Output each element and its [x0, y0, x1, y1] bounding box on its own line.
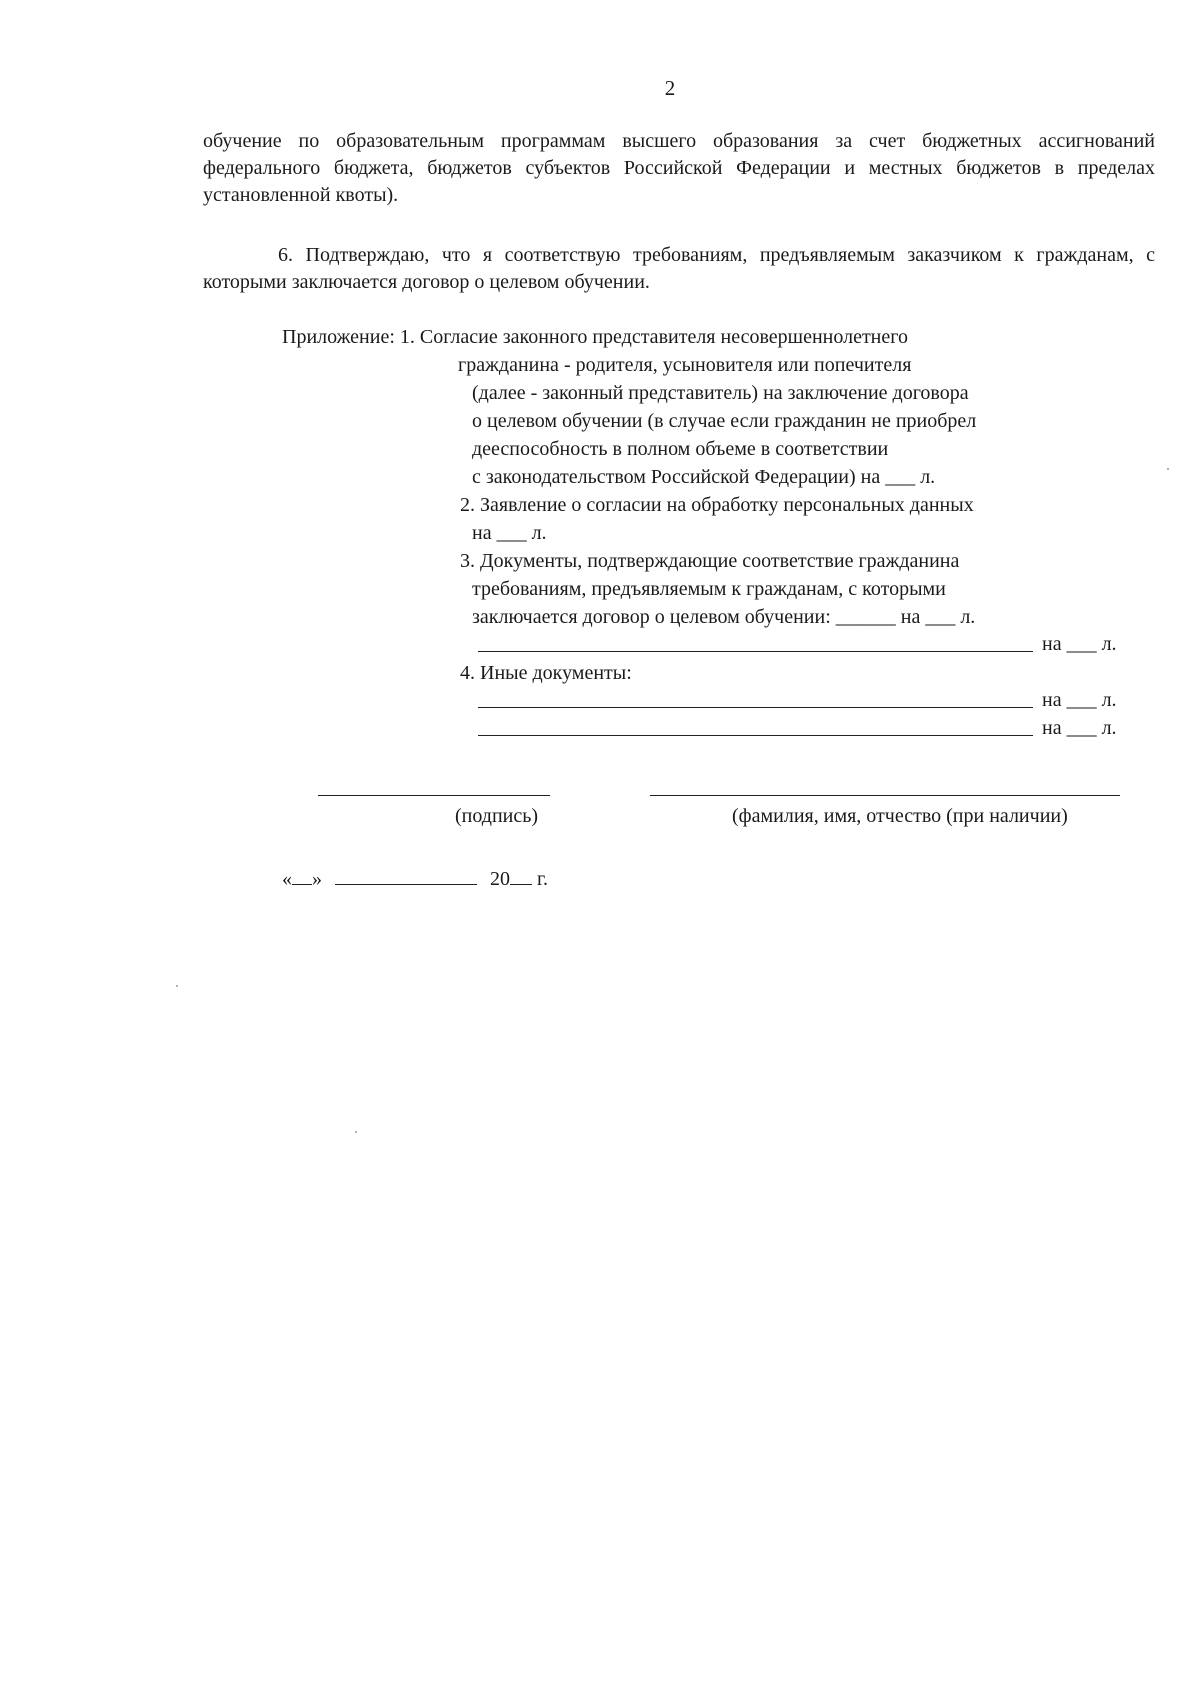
paragraph-6: 6. Подтверждаю, что я соответствую требованиям, предъявляемым заказчиком к гражданам, с которыми заключается договор о целевом обучении.: [203, 244, 1155, 293]
full-name-line: [650, 777, 1120, 802]
attachment-blank-line-14: [478, 689, 1033, 714]
attachment-blank-line-12: [478, 633, 1033, 658]
attachment-line-11: заключается договор о целевом обучении: ______ на ___ л.: [472, 606, 976, 628]
blank-underline: [478, 717, 1033, 736]
scan-speck: [355, 1131, 357, 1133]
blank-underline: [478, 633, 1033, 652]
full-name-caption: (фамилия, имя, отчество (при наличии): [732, 805, 1068, 827]
year-prefix: 20: [490, 868, 510, 890]
attachment-line-3: (далее - законный представитель) на заключение договора: [472, 382, 969, 404]
attachment-line-2: гражданина - родителя, усыновителя или попечителя: [458, 354, 912, 376]
attachment-line-8: на ___ л.: [472, 522, 547, 544]
attachment-line-14-na: на ___ л.: [1042, 689, 1117, 711]
scan-speck: [176, 985, 178, 987]
attachment-line-7: 2. Заявление о согласии на обработку персональных данных: [460, 494, 974, 516]
date-open-quote: «: [282, 868, 292, 890]
month-blank: [335, 866, 477, 885]
attachment-line-10: требованиям, предъявляемым к гражданам, с которыми: [472, 578, 946, 600]
attachment-line-13: 4. Иные документы:: [460, 662, 632, 684]
year-suffix: г.: [537, 868, 548, 890]
blank-underline: [478, 689, 1033, 708]
attachment-line-6: с законодательством Российской Федерации) на ___ л.: [472, 466, 936, 488]
day-blank: [292, 866, 312, 885]
signature-caption: (подпись): [455, 805, 539, 827]
page-number: 2: [664, 76, 676, 100]
attachment-line-1: Приложение: 1. Согласие законного представителя несовершеннолетнего: [282, 326, 908, 348]
attachment-line-4: о целевом обучении (в случае если гражданин не приобрел: [472, 410, 977, 432]
date-line: [282, 866, 548, 891]
scan-speck: [1167, 468, 1169, 470]
attachment-line-9: 3. Документы, подтверждающие соответствие гражданина: [460, 550, 960, 572]
year-blank: [510, 866, 532, 885]
signature-line: [318, 777, 550, 802]
paragraph-continuation: обучение по образовательным программам высшего образования за счет бюджетных ассигнований федерального бюджета, бюджетов субъектов Российской Федерации и местных бюджетов в пределах установленной квоты).: [203, 130, 1155, 206]
attachment-line-5: дееспособность в полном объеме в соответствии: [472, 438, 889, 460]
attachment-line-12-na: на ___ л.: [1042, 633, 1117, 655]
attachment-blank-line-15: [478, 717, 1033, 742]
date-close-quote: »: [312, 868, 322, 890]
attachment-line-15-na: на ___ л.: [1042, 717, 1117, 739]
